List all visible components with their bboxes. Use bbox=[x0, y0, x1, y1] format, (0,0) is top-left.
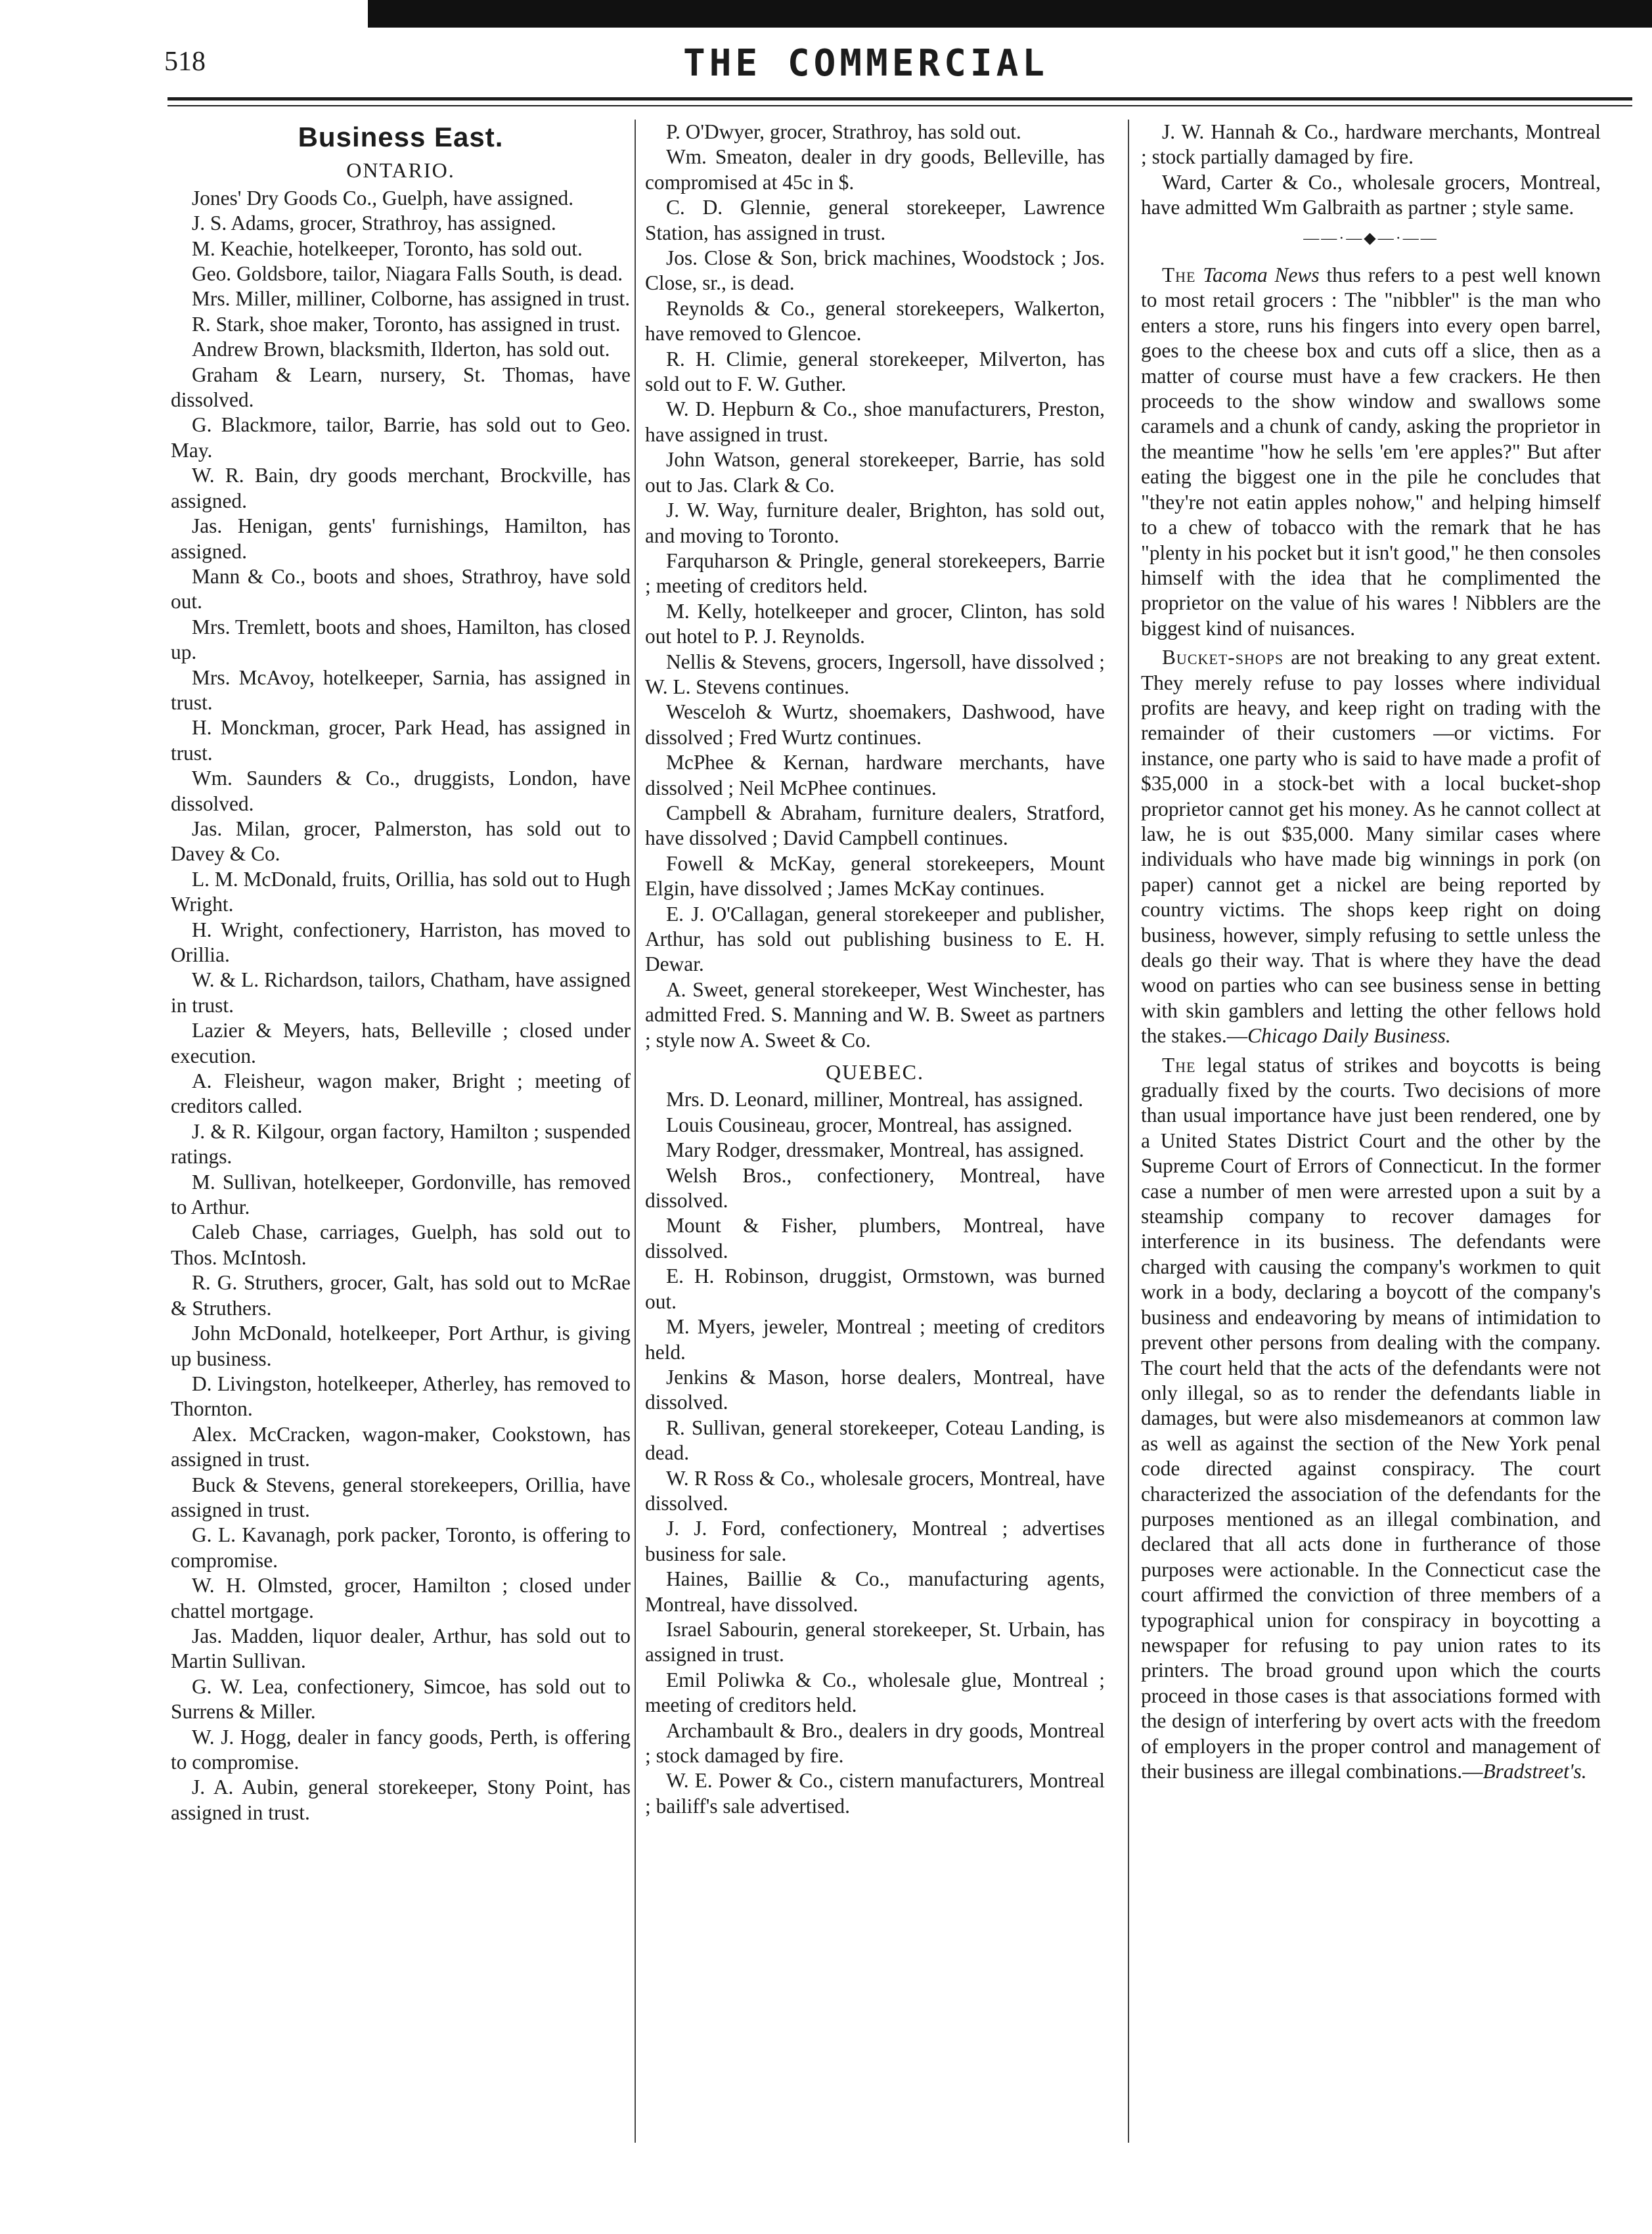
notice-entry: W. & L. Richardson, tailors, Chatham, have assigned in trust. bbox=[171, 968, 631, 1017]
notice-entry: J. J. Ford, confectionery, Montreal ; advertises business for sale. bbox=[645, 1517, 1105, 1565]
column-3 bbox=[1141, 120, 1601, 1784]
notice-entry: Farquharson & Pringle, general storekeepers, Barrie ; meeting of creditors held. bbox=[645, 548, 1105, 598]
subhead-quebec: QUEBEC. bbox=[826, 1060, 924, 1084]
notice-entry: Wm. Smeaton, dealer in dry goods, Belleville, has compromised at 45c in $. bbox=[645, 145, 1105, 194]
notice-entry: John McDonald, hotelkeeper, Port Arthur, is giving up business. bbox=[171, 1322, 631, 1370]
notice-entry: Wm. Saunders & Co., druggists, London, have dissolved. bbox=[171, 767, 631, 815]
quebec-list-continued bbox=[1141, 120, 1601, 221]
notice-entry: John Watson, general storekeeper, Barrie, has sold out to Jas. Clark & Co. bbox=[645, 448, 1105, 497]
notice-entry: M. Keachie, hotelkeeper, Toronto, has sold out. bbox=[192, 236, 583, 260]
notice-entry: Israel Sabourin, general storekeeper, St. Urbain, has assigned in trust. bbox=[645, 1617, 1105, 1666]
notice-entry: Jas. Milan, grocer, Palmerston, has sold out to Davey & Co. bbox=[171, 816, 631, 866]
notice-entry: D. Livingston, hotelkeeper, Atherley, has removed to Thornton. bbox=[171, 1372, 631, 1421]
notice-entry: Campbell & Abraham, furniture dealers, Stratford, have dissolved ; David Campbell continues. bbox=[645, 801, 1105, 850]
notice-entry: Welsh Bros., confectionery, Montreal, have dissolved. bbox=[645, 1163, 1105, 1213]
notice-entry: Buck & Stevens, general storekeepers, Orillia, have assigned in trust. bbox=[171, 1473, 631, 1521]
notice-entry: A. Fleisheur, wagon maker, Bright ; meeting of creditors called. bbox=[171, 1069, 631, 1118]
masthead: THE COMMERCIAL bbox=[683, 42, 1049, 85]
article-lead: Bucket-shops bbox=[1162, 646, 1284, 669]
article-source: Bradstreet's. bbox=[1483, 1760, 1587, 1783]
notice-entry: G. Blackmore, tailor, Barrie, has sold out to Geo. May. bbox=[171, 413, 631, 462]
notice-entry: Lazier & Meyers, hats, Belleville ; closed under execution. bbox=[171, 1019, 631, 1067]
notice-entry: W. E. Power & Co., cistern manufacturers, Montreal ; bailiff's sale advertised. bbox=[645, 1769, 1105, 1818]
notice-entry: H. Wright, confectionery, Harriston, has moved to Orillia. bbox=[171, 918, 631, 966]
top-border-bar bbox=[368, 0, 1652, 28]
notice-entry: Mrs. Miller, milliner, Colborne, has assigned in trust. bbox=[192, 287, 631, 311]
subhead-ontario: ONTARIO. bbox=[346, 158, 455, 183]
notice-entry: W. R Ross & Co., wholesale grocers, Montreal, have dissolved. bbox=[645, 1466, 1105, 1515]
notice-entry: A. Sweet, general storekeeper, West Winchester, has admitted Fred. S. Manning and W. B. Sweet as partners ; style now A. Sweet & Co. bbox=[645, 977, 1105, 1052]
article-legal-status bbox=[1141, 1053, 1601, 1785]
notice-entry: Jas. Madden, liquor dealer, Arthur, has sold out to Martin Sullivan. bbox=[171, 1624, 631, 1673]
notice-entry: Mrs. Tremlett, boots and shoes, Hamilton, has closed up. bbox=[171, 615, 631, 664]
notice-entry: W. H. Olmsted, grocer, Hamilton ; closed under chattel mortgage. bbox=[171, 1574, 631, 1622]
notice-entry: R. G. Struthers, grocer, Galt, has sold out to McRae & Struthers. bbox=[171, 1271, 631, 1320]
notice-entry: Fowell & McKay, general storekeepers, Mount Elgin, have dissolved ; James McKay continues. bbox=[645, 851, 1105, 901]
notice-entry: Jenkins & Mason, horse dealers, Montreal, have dissolved. bbox=[645, 1365, 1105, 1414]
section-title: Business East. bbox=[298, 122, 504, 152]
notice-entry: Nellis & Stevens, grocers, Ingersoll, have dissolved ; W. L. Stevens continues. bbox=[645, 650, 1105, 698]
notice-entry: Jones' Dry Goods Co., Guelph, have assigned. bbox=[192, 186, 574, 210]
notice-entry: R. Stark, shoe maker, Toronto, has assigned in trust. bbox=[192, 312, 621, 336]
notice-entry: E. J. O'Callagan, general storekeeper and publisher, Arthur, has sold out publishing business to E. H. Dewar. bbox=[645, 902, 1105, 976]
notice-entry: M. Sullivan, hotelkeeper, Gordonville, has removed to Arthur. bbox=[171, 1170, 631, 1219]
article-source: Chicago Daily Business. bbox=[1247, 1024, 1451, 1048]
notice-entry: Mrs. D. Leonard, milliner, Montreal, has assigned. bbox=[666, 1088, 1084, 1111]
ontario-list bbox=[171, 186, 631, 1825]
notice-entry: W. J. Hogg, dealer in fancy goods, Perth, is offering to compromise. bbox=[171, 1725, 631, 1774]
notice-entry: Louis Cousineau, grocer, Montreal, has assigned. bbox=[666, 1113, 1073, 1136]
notice-entry: Wesceloh & Wurtz, shoemakers, Dashwood, have dissolved ; Fred Wurtz continues. bbox=[645, 700, 1105, 749]
notice-entry: H. Monckman, grocer, Park Head, has assigned in trust. bbox=[171, 716, 631, 765]
notice-entry: P. O'Dwyer, grocer, Strathroy, has sold out. bbox=[666, 120, 1021, 143]
article-body: thus refers to a pest well known to most retail grocers : The "nibbler" is the man who enters a store, runs his fingers into every open barrel, goes to the cheese box and cuts off a slice, then as a matter of course must have a few crackers. He then proceeds to the show window and swallows some caramels and a chunk of candy, asking the proprietor in the meantime "how he sells 'em 'ere apples?" But after eating the biggest one in the pile he concludes that "they're not eatin apples nohow," and helping himself to a chew of tobacco with the remark that he has "plenty in his pocket but it isn't good," he then consoles himself with the idea that he complimented the proprietor on the value of his wares ! Nibblers are the biggest kind of nuisances. bbox=[1141, 263, 1601, 640]
notice-entry: W. R. Bain, dry goods merchant, Brockville, has assigned. bbox=[171, 464, 631, 512]
notice-entry: R. Sullivan, general storekeeper, Coteau Landing, is dead. bbox=[645, 1416, 1105, 1465]
notice-entry: McPhee & Kernan, hardware merchants, have dissolved ; Neil McPhee continues. bbox=[645, 751, 1105, 799]
notice-entry: Mrs. McAvoy, hotelkeeper, Sarnia, has assigned in trust. bbox=[171, 665, 631, 714]
column-divider-1 bbox=[635, 120, 636, 2143]
article-body: are not breaking to any great extent. They merely refuse to pay losses where individual profits are heavy, and keep right on trading with the remainder of their customers —or victims. For instance, one party who is said to have made a profit of $35,000 in a stock-bet with a local bucket-shop proprietor cannot get his money. As he cannot collect at law, he is out $35,000. Many similar cases where individuals who have made big winnings in pork (on paper) cannot get a nickel are being reported by country victims. The shops keep right on doing business, however, simply refusing to settle unless the deals go their way. That is where they have the dead wood on parties who can see business sense in betting with skin gamblers and letting the other fellows hold the stakes.— bbox=[1141, 646, 1601, 1048]
notice-entry: C. D. Glennie, general storekeeper, Lawrence Station, has assigned in trust. bbox=[645, 196, 1105, 244]
article-lead: The bbox=[1162, 1053, 1196, 1077]
quebec-list bbox=[645, 1087, 1105, 1819]
article-source: Tacoma News bbox=[1203, 263, 1320, 287]
notice-entry: Haines, Baillie & Co., manufacturing agents, Montreal, have dissolved. bbox=[645, 1567, 1105, 1616]
notice-entry: Graham & Learn, nursery, St. Thomas, have dissolved. bbox=[171, 363, 631, 412]
ontario-list-continued bbox=[645, 120, 1105, 1053]
article-bucket-shops bbox=[1141, 645, 1601, 1049]
notice-entry: Archambault & Bro., dealers in dry goods, Montreal ; stock damaged by fire. bbox=[645, 1718, 1105, 1767]
notice-entry: Alex. McCracken, wagon-maker, Cookstown, has assigned in trust. bbox=[171, 1422, 631, 1471]
notice-entry: Andrew Brown, blacksmith, Ilderton, has sold out. bbox=[192, 338, 610, 361]
article-tacoma bbox=[1141, 263, 1601, 641]
article-lead: The bbox=[1162, 263, 1196, 287]
notice-entry: J. W. Hannah & Co., hardware merchants, Montreal ; stock partially damaged by fire. bbox=[1141, 120, 1601, 169]
notice-entry: G. L. Kavanagh, pork packer, Toronto, is offering to compromise. bbox=[171, 1523, 631, 1572]
notice-entry: Mount & Fisher, plumbers, Montreal, have dissolved. bbox=[645, 1214, 1105, 1262]
notice-entry: J. W. Way, furniture dealer, Brighton, has sold out, and moving to Toronto. bbox=[645, 499, 1105, 547]
column-1 bbox=[171, 120, 631, 1825]
notice-entry: W. D. Hepburn & Co., shoe manufacturers, Preston, have assigned in trust. bbox=[645, 397, 1105, 446]
header-rule-thin bbox=[167, 105, 1632, 106]
section-separator: ——·—◆—·—— bbox=[1303, 229, 1439, 247]
article-body: legal status of strikes and boycotts is being gradually fixed by the courts. Two decisions of more than usual importance have just been rendered, one by a United States District Court and the other by the Supreme Court of Errors of Connecticut. In the former case a number of men were arrested upon a suit by a steamship company to recover damages for interference in its business. The defendants were charged with causing the company's workmen to quit work in a body, declaring a boycott of the company's business and endeavoring by means of intimidation to prevent other persons from dealing with the company. The court held that the acts of the defendants were not only illegal, so as to render the defendants liable in damages, but were also misdemeanors at common law as well as against the section of the New York penal code directed against conspiracy. The court characterized the association of the defendants for the purposes mentioned as an illegal combination, and declared that all acts done in furtherance of those purposes were actionable. In the Connecticut case the court affirmed the conviction of three members of a typographical union for conspiracy in boycotting a newspaper for refusing to pay union rates to its printers. The broad ground upon which the courts proceed in those cases is that associations formed with the design of interfering by overt acts with the freedom of employers in the proper control and management of their business are illegal combinations.— bbox=[1141, 1053, 1601, 1783]
column-divider-2 bbox=[1128, 120, 1129, 2143]
notice-entry: L. M. McDonald, fruits, Orillia, has sold out to Hugh Wright. bbox=[171, 867, 631, 916]
notice-entry: M. Kelly, hotelkeeper and grocer, Clinton, has sold out hotel to P. J. Reynolds. bbox=[645, 599, 1105, 648]
notice-entry: Reynolds & Co., general storekeepers, Walkerton, have removed to Glencoe. bbox=[645, 296, 1105, 346]
notice-entry: Jas. Henigan, gents' furnishings, Hamilton, has assigned. bbox=[171, 514, 631, 563]
notice-entry: J. A. Aubin, general storekeeper, Stony Point, has assigned in trust. bbox=[171, 1776, 631, 1824]
notice-entry: M. Myers, jeweler, Montreal ; meeting of creditors held. bbox=[645, 1315, 1105, 1364]
notice-entry: Mary Rodger, dressmaker, Montreal, has assigned. bbox=[666, 1138, 1084, 1162]
notice-entry: Caleb Chase, carriages, Guelph, has sold out to Thos. McIntosh. bbox=[171, 1220, 631, 1269]
notice-entry: R. H. Climie, general storekeeper, Milverton, has sold out to F. W. Guther. bbox=[645, 347, 1105, 396]
header-rule-thick bbox=[167, 97, 1632, 101]
column-2 bbox=[645, 120, 1105, 1819]
notice-entry: J. S. Adams, grocer, Strathroy, has assigned. bbox=[192, 212, 556, 235]
notice-entry: J. & R. Kilgour, organ factory, Hamilton ; suspended ratings. bbox=[171, 1119, 631, 1169]
notice-entry: Emil Poliwka & Co., wholesale glue, Montreal ; meeting of creditors held. bbox=[645, 1668, 1105, 1717]
notice-entry: G. W. Lea, confectionery, Simcoe, has sold out to Surrens & Miller. bbox=[171, 1674, 631, 1724]
notice-entry: Ward, Carter & Co., wholesale grocers, Montreal, have admitted Wm Galbraith as partner ; style same. bbox=[1141, 170, 1601, 219]
notice-entry: Geo. Goldsbore, tailor, Niagara Falls South, is dead. bbox=[192, 262, 623, 286]
notice-entry: Mann & Co., boots and shoes, Strathroy, have sold out. bbox=[171, 564, 631, 614]
page-number: 518 bbox=[164, 47, 206, 77]
notice-entry: E. H. Robinson, druggist, Ormstown, was burned out. bbox=[645, 1264, 1105, 1313]
notice-entry: Jos. Close & Son, brick machines, Woodstock ; Jos. Close, sr., is dead. bbox=[645, 246, 1105, 295]
